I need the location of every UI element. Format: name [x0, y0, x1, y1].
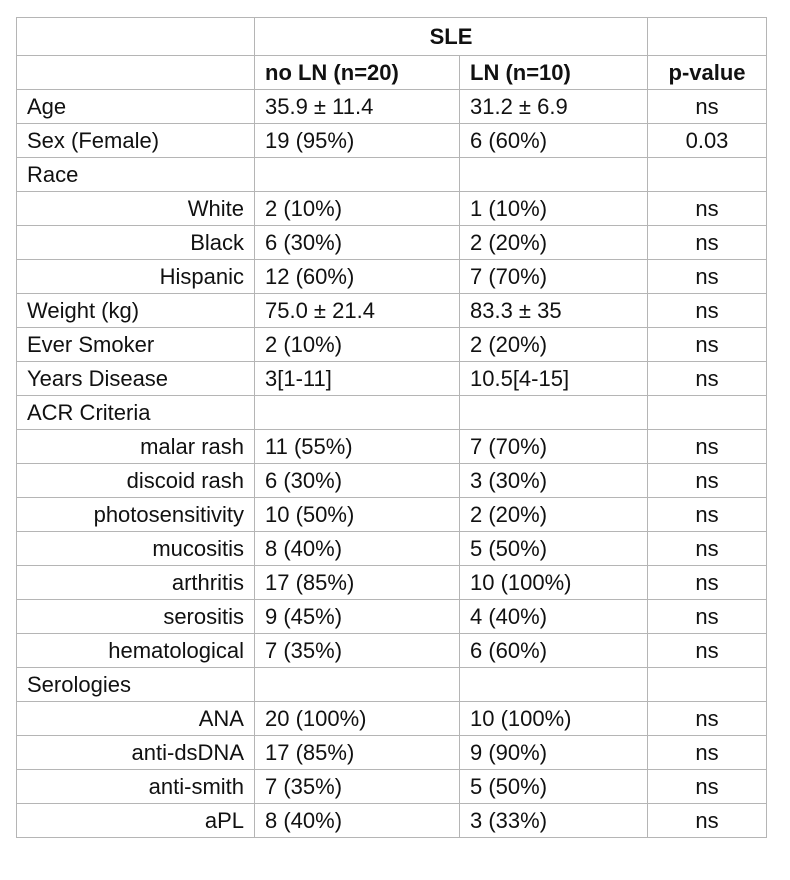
value-ln	[460, 158, 648, 192]
row-label: White	[17, 192, 255, 226]
value-ln: 7 (70%)	[460, 260, 648, 294]
table-row	[17, 498, 767, 532]
value-pvalue: ns	[648, 770, 767, 804]
header-group-row	[17, 18, 767, 56]
value-pvalue: ns	[648, 362, 767, 396]
value-no-ln: 10 (50%)	[255, 498, 460, 532]
table-row	[17, 634, 767, 668]
value-no-ln: 8 (40%)	[255, 532, 460, 566]
value-no-ln: 19 (95%)	[255, 124, 460, 158]
value-pvalue: ns	[648, 566, 767, 600]
value-pvalue: ns	[648, 192, 767, 226]
value-pvalue: ns	[648, 226, 767, 260]
table-row	[17, 668, 767, 702]
value-no-ln: 6 (30%)	[255, 226, 460, 260]
value-no-ln: 17 (85%)	[255, 566, 460, 600]
value-ln: 6 (60%)	[460, 124, 648, 158]
table-row	[17, 260, 767, 294]
sle-group-header: SLE	[255, 18, 648, 56]
table-row	[17, 770, 767, 804]
value-ln: 9 (90%)	[460, 736, 648, 770]
value-no-ln: 11 (55%)	[255, 430, 460, 464]
value-no-ln: 8 (40%)	[255, 804, 460, 838]
value-pvalue	[648, 158, 767, 192]
row-label: anti-smith	[17, 770, 255, 804]
table-row	[17, 328, 767, 362]
value-pvalue: ns	[648, 532, 767, 566]
demographics-table	[16, 17, 767, 838]
value-pvalue: ns	[648, 804, 767, 838]
table-body	[17, 18, 767, 838]
value-no-ln: 7 (35%)	[255, 770, 460, 804]
value-no-ln: 6 (30%)	[255, 464, 460, 498]
value-ln: 31.2 ± 6.9	[460, 90, 648, 124]
value-ln: 3 (33%)	[460, 804, 648, 838]
value-pvalue	[648, 668, 767, 702]
value-ln: 10 (100%)	[460, 566, 648, 600]
table-row	[17, 464, 767, 498]
value-ln: 83.3 ± 35	[460, 294, 648, 328]
value-ln	[460, 396, 648, 430]
table-row	[17, 430, 767, 464]
value-pvalue: ns	[648, 736, 767, 770]
value-no-ln: 75.0 ± 21.4	[255, 294, 460, 328]
value-no-ln	[255, 158, 460, 192]
row-label: aPL	[17, 804, 255, 838]
header-empty-cell	[648, 18, 767, 56]
table-row	[17, 158, 767, 192]
table-row	[17, 294, 767, 328]
value-no-ln	[255, 668, 460, 702]
value-pvalue: ns	[648, 294, 767, 328]
value-no-ln: 2 (10%)	[255, 192, 460, 226]
row-label: ANA	[17, 702, 255, 736]
row-label: photosensitivity	[17, 498, 255, 532]
value-no-ln: 2 (10%)	[255, 328, 460, 362]
value-no-ln: 35.9 ± 11.4	[255, 90, 460, 124]
header-empty-cell	[17, 18, 255, 56]
value-ln: 7 (70%)	[460, 430, 648, 464]
row-label: Hispanic	[17, 260, 255, 294]
table-row	[17, 124, 767, 158]
row-label: Serologies	[17, 668, 255, 702]
value-no-ln: 20 (100%)	[255, 702, 460, 736]
value-ln: 2 (20%)	[460, 226, 648, 260]
col-header-ln: LN (n=10)	[460, 56, 648, 90]
table-row	[17, 226, 767, 260]
value-pvalue: ns	[648, 600, 767, 634]
row-label: Ever Smoker	[17, 328, 255, 362]
value-pvalue: ns	[648, 90, 767, 124]
row-label: Age	[17, 90, 255, 124]
value-pvalue: ns	[648, 702, 767, 736]
value-ln: 5 (50%)	[460, 532, 648, 566]
value-pvalue: 0.03	[648, 124, 767, 158]
row-label: malar rash	[17, 430, 255, 464]
row-label: mucositis	[17, 532, 255, 566]
table-row	[17, 532, 767, 566]
table-row	[17, 566, 767, 600]
value-pvalue: ns	[648, 498, 767, 532]
table-row	[17, 736, 767, 770]
value-no-ln	[255, 396, 460, 430]
row-label: Weight (kg)	[17, 294, 255, 328]
value-ln: 6 (60%)	[460, 634, 648, 668]
value-no-ln: 9 (45%)	[255, 600, 460, 634]
value-ln: 2 (20%)	[460, 328, 648, 362]
row-label: ACR Criteria	[17, 396, 255, 430]
value-ln: 10 (100%)	[460, 702, 648, 736]
value-ln	[460, 668, 648, 702]
header-column-row	[17, 56, 767, 90]
row-label: anti-dsDNA	[17, 736, 255, 770]
value-pvalue: ns	[648, 634, 767, 668]
value-ln: 5 (50%)	[460, 770, 648, 804]
header-empty-cell	[17, 56, 255, 90]
table-row	[17, 396, 767, 430]
value-pvalue: ns	[648, 260, 767, 294]
value-no-ln: 3[1-11]	[255, 362, 460, 396]
value-pvalue: ns	[648, 464, 767, 498]
table-row	[17, 804, 767, 838]
value-ln: 1 (10%)	[460, 192, 648, 226]
value-pvalue: ns	[648, 328, 767, 362]
row-label: discoid rash	[17, 464, 255, 498]
row-label: Black	[17, 226, 255, 260]
value-ln: 3 (30%)	[460, 464, 648, 498]
value-ln: 2 (20%)	[460, 498, 648, 532]
value-pvalue	[648, 396, 767, 430]
row-label: hematological	[17, 634, 255, 668]
row-label: arthritis	[17, 566, 255, 600]
value-pvalue: ns	[648, 430, 767, 464]
value-no-ln: 12 (60%)	[255, 260, 460, 294]
value-ln: 10.5[4-15]	[460, 362, 648, 396]
table-row	[17, 600, 767, 634]
value-no-ln: 17 (85%)	[255, 736, 460, 770]
row-label: Race	[17, 158, 255, 192]
col-header-no-ln: no LN (n=20)	[255, 56, 460, 90]
table-row	[17, 90, 767, 124]
table-row	[17, 192, 767, 226]
row-label: Years Disease	[17, 362, 255, 396]
table-row	[17, 702, 767, 736]
row-label: serositis	[17, 600, 255, 634]
value-ln: 4 (40%)	[460, 600, 648, 634]
value-no-ln: 7 (35%)	[255, 634, 460, 668]
table-row	[17, 362, 767, 396]
row-label: Sex (Female)	[17, 124, 255, 158]
col-header-pvalue: p-value	[648, 56, 767, 90]
